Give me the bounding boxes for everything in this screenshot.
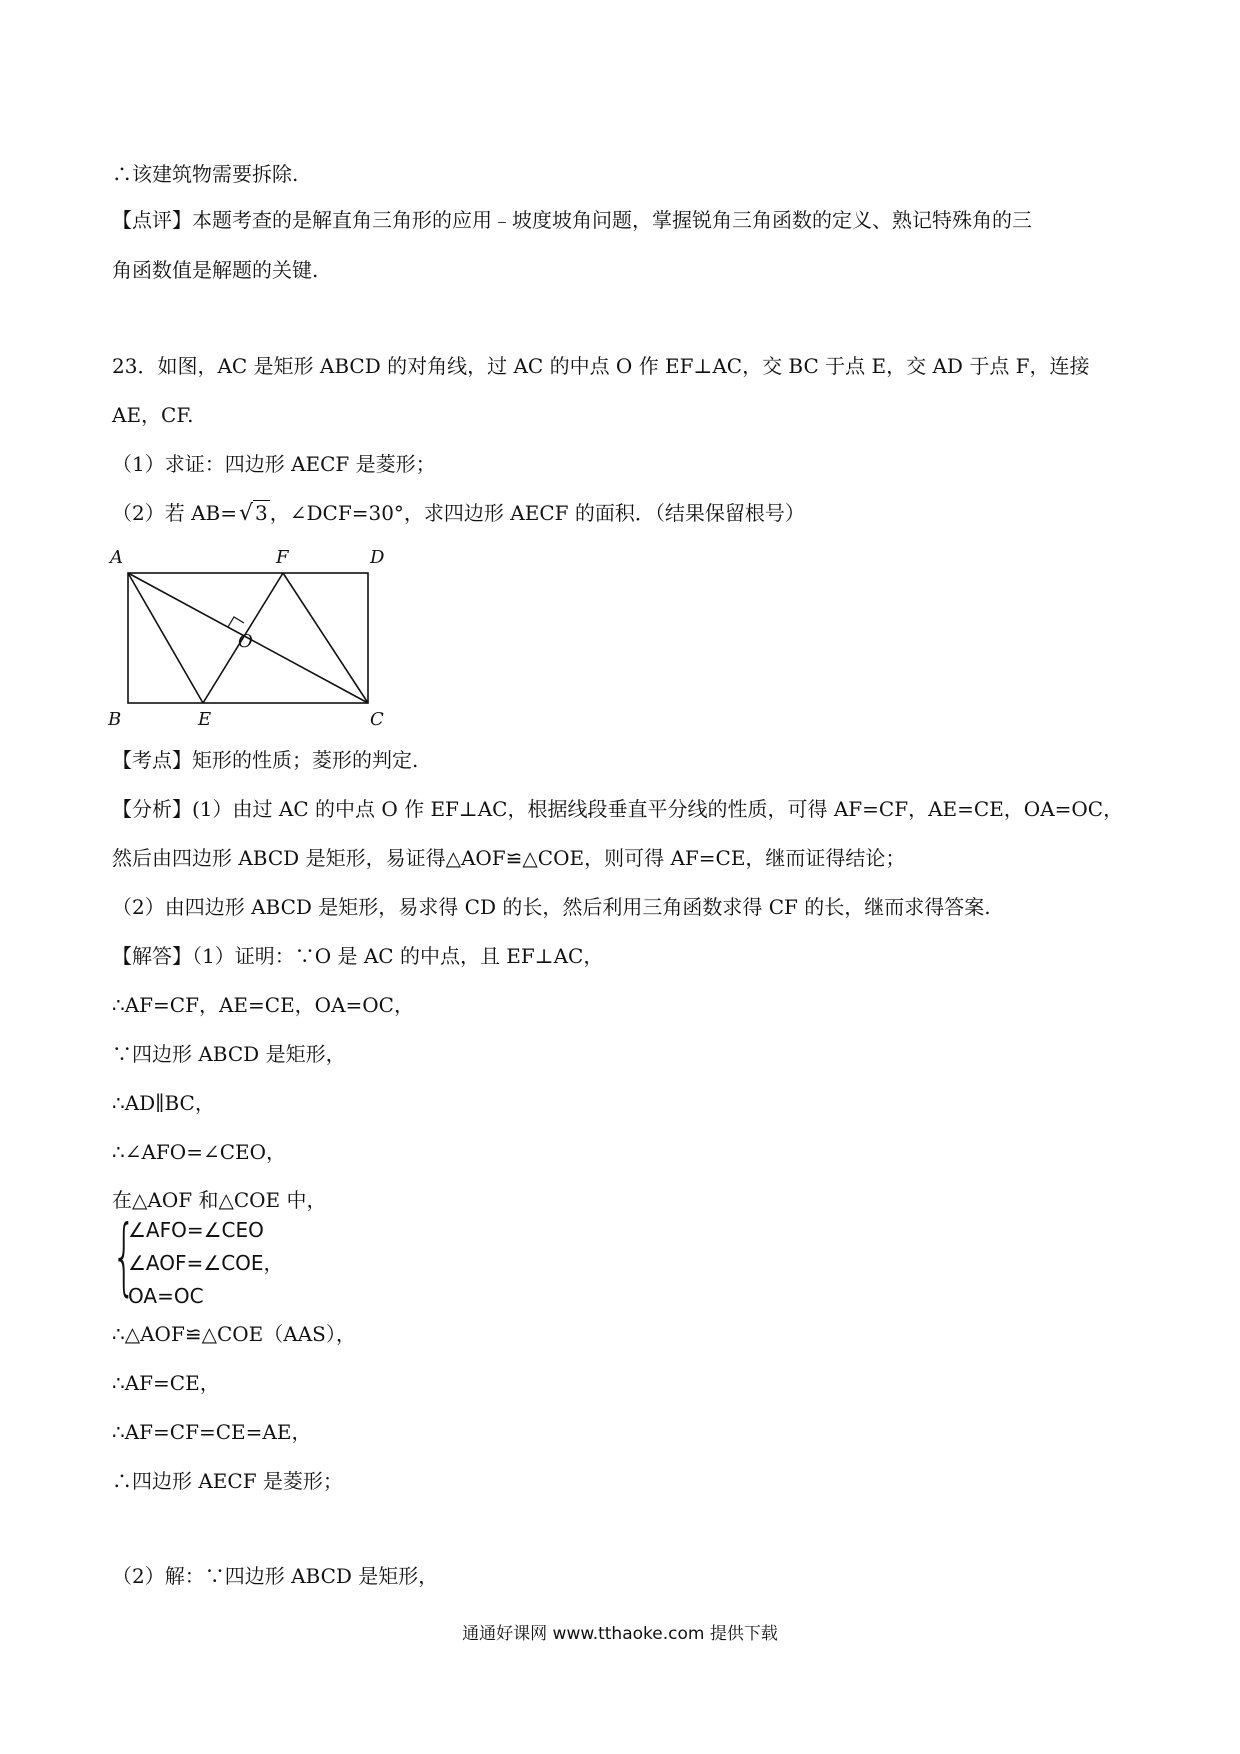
solution-line-1: 【解答】（1）证明：∵O 是 AC 的中点，且 EF⊥AC，: [112, 944, 604, 968]
solution-line-6: 在△AOF 和△COE 中，: [112, 1188, 327, 1212]
system-line-3: OA=OC: [128, 1284, 204, 1308]
test-points: 【考点】矩形的性质；菱形的判定.: [112, 748, 419, 772]
label-b: B: [108, 709, 122, 727]
radical-sign: √: [238, 501, 254, 526]
left-brace: {: [112, 1207, 137, 1305]
segment-fc: [283, 573, 368, 703]
solution-line-4: ∴AD∥BC，: [112, 1091, 215, 1115]
part-2-prefix: （2）若 AB=: [112, 501, 237, 525]
conclusion-line: ∴该建筑物需要拆除.: [112, 162, 299, 186]
solution-line-2: ∴AF=CF，AE=CE，OA=OC，: [112, 993, 414, 1017]
rectangle-figure: [108, 545, 398, 727]
radicand: 3: [255, 501, 268, 525]
label-e: E: [198, 709, 212, 727]
right-angle-mark: [228, 617, 244, 627]
label-d: D: [370, 547, 385, 568]
solution-line-9: ∴AF=CF=CE=AE，: [112, 1420, 312, 1444]
label-f: F: [276, 547, 289, 568]
question-23-line-1: 23．如图，AC 是矩形 ABCD 的对角线，过 AC 的中点 O 作 EF⊥AC，交 BC 于点 E，交 AD 于点 F，连接: [112, 354, 1090, 378]
analysis-line-3: （2）由四边形 ABCD 是矩形，易求得 CD 的长，然后利用三角函数求得 CF 的长，继而求得答案.: [112, 895, 991, 919]
solution-line-7: ∴△AOF≌△COE（AAS），: [112, 1322, 356, 1346]
question-part-1: （1）求证：四边形 AECF 是菱形；: [112, 452, 436, 476]
part-2-suffix: ，∠DCF=30°，求四边形 AECF 的面积．（结果保留根号）: [269, 501, 805, 525]
solution-line-8: ∴AF=CE，: [112, 1371, 220, 1395]
analysis-line-1: 【分析】(1）由过 AC 的中点 O 作 EF⊥AC，根据线段垂直平分线的性质，可得 AF=CF，AE=CE，OA=OC，: [112, 797, 1124, 821]
equation-system: [112, 1207, 312, 1310]
footer-credit: 通通好课网 www.tthaoke.com 提供下载: [462, 1624, 778, 1644]
solution-line-10: ∴四边形 AECF 是菱形；: [112, 1469, 343, 1493]
system-line-1: ∠AFO=∠CEO: [128, 1218, 264, 1242]
solution-line-11: （2）解：∵四边形 ABCD 是矩形，: [112, 1564, 439, 1588]
solution-line-3: ∵四边形 ABCD 是矩形，: [112, 1042, 346, 1066]
solution-line-5: ∴∠AFO=∠CEO，: [112, 1140, 287, 1164]
sqrt-expression: [237, 499, 270, 528]
label-o: O: [238, 631, 253, 652]
label-a: A: [110, 547, 123, 568]
comment-line-1: 【点评】本题考查的是解直角三角形的应用﹣坡度坡角问题，掌握锐角三角函数的定义、熟记特殊角的三: [112, 208, 1032, 232]
question-23-line-2: AE，CF.: [112, 403, 194, 427]
label-c: C: [370, 709, 384, 727]
system-line-2: ∠AOF=∠COE，: [128, 1251, 284, 1275]
analysis-line-2: 然后由四边形 ABCD 是矩形，易证得△AOF≌△COE，则可得 AF=CE，继而证得结论；: [112, 846, 906, 870]
question-part-2: [112, 499, 805, 528]
comment-line-2: 角函数值是解题的关键.: [112, 258, 319, 282]
